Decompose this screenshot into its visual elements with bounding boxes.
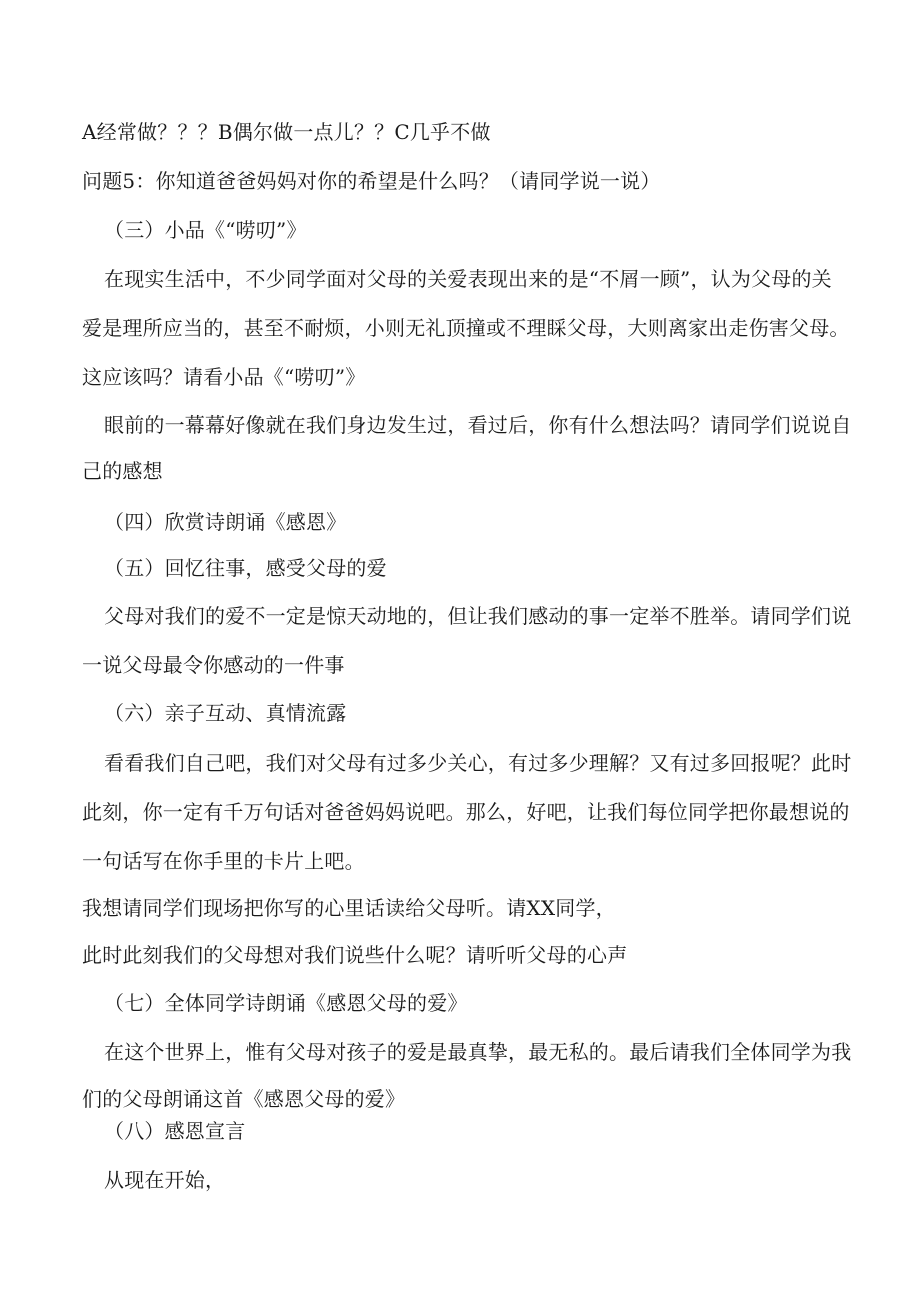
paragraph-line: 在现实生活中，不少同学面对父母的关爱表现出来的是“不屑一顾”，认为父母的关 [104,267,832,291]
paragraph-line: 父母对我们的爱不一定是惊天动地的，但让我们感动的事一定举不胜举。请同学们说 [104,604,852,628]
paragraph-line: 这应该吗？请看小品《“唠叨”》 [82,365,366,389]
paragraph-line: 爱是理所应当的，甚至不耐烦，小则无礼顶撞或不理睬父母，大则离家出走伤害父母。 [82,316,850,340]
paragraph-line: 看看我们自己吧，我们对父母有过多少关心，有过多少理解？又有过多回报呢？此时 [104,751,852,775]
section-heading-4: （四）欣赏诗朗诵《感恩》 [104,510,347,534]
paragraph-line: 此时此刻我们的父母想对我们说些什么呢？请听听父母的心声 [82,943,628,967]
option-line: A经常做？？？B偶尔做一点儿？？C几乎不做 [82,120,491,144]
paragraph-line: 一说父母最令你感动的一件事 [82,653,345,677]
section-heading-6: （六）亲子互动、真情流露 [104,701,347,725]
paragraph-line: 我想请同学们现场把你写的心里话读给父母听。请XX同学， [82,896,616,920]
paragraph-line: 从现在开始， [104,1168,226,1192]
section-heading-8: （八）感恩宣言 [104,1119,246,1143]
section-heading-5: （五）回忆往事，感受父母的爱 [104,556,387,580]
paragraph-line: 此刻，你一定有千万句话对爸爸妈妈说吧。那么，好吧，让我们每位同学把你最想说的 [82,800,850,824]
paragraph-line: 己的感想 [82,459,163,483]
question-5: 问题5：你知道爸爸妈妈对你的希望是什么吗？（请同学说一说） [82,169,661,193]
paragraph-line: 一句话写在你手里的卡片上吧。 [82,849,365,873]
paragraph-line: 眼前的一幕幕好像就在我们身边发生过，看过后，你有什么想法吗？请同学们说说自 [104,413,852,437]
paragraph-line: 在这个世界上，惟有父母对孩子的爱是最真挚，最无私的。最后请我们全体同学为我 [104,1040,852,1064]
section-heading-7: （七）全体同学诗朗诵《感恩父母的爱》 [104,991,468,1015]
section-heading-3: （三）小品《“唠叨”》 [104,218,307,242]
paragraph-line: 们的父母朗诵这首《感恩父母的爱》 [82,1087,406,1111]
